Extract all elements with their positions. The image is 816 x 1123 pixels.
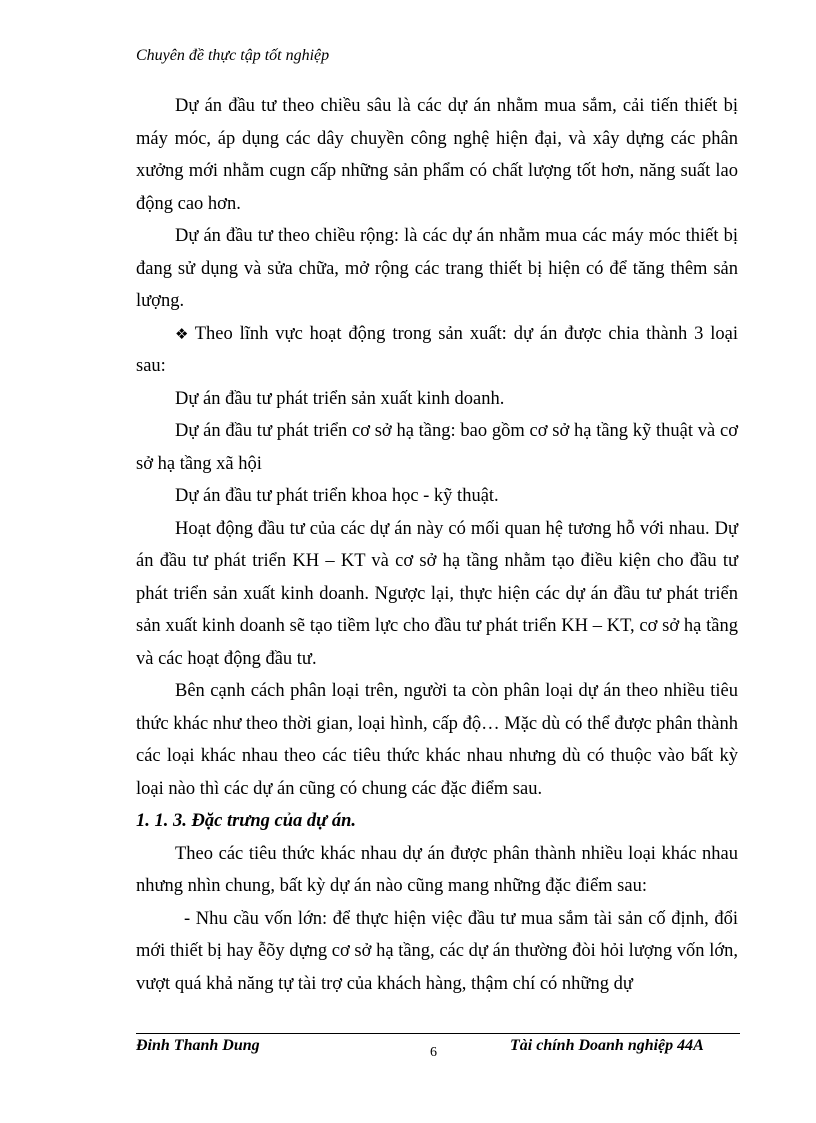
footer-divider [136, 1033, 740, 1034]
paragraph-science-projects: Dự án đầu tư phát triển khoa học - kỹ thuật. [175, 486, 499, 506]
paragraph-field-classification-text: Theo lĩnh vực hoạt động trong sản xuất: dự án được chia thành 3 loại sau: [136, 323, 738, 376]
page-number: 6 [430, 1045, 437, 1060]
diamond-bullet-icon: ❖ [175, 324, 191, 343]
section-heading: 1. 1. 3. Đặc trưng của dự án. [136, 811, 357, 831]
paragraph-other-criteria: Bên cạnh cách phân loại trên, người ta còn phân loại dự án theo nhiều tiêu thức khác như theo thời gian, loại hình, cấp độ… Mặc dù có thể được phân thành các loại khác nhau theo các tiêu thức khác nhau nhưng dù có thuộc vào bất kỳ loại nào thì các dự án cũng có chung các đặc điểm sau. [136, 681, 738, 799]
paragraph-breadth-investment: Dự án đầu tư theo chiều rộng: là các dự án nhằm mua các máy móc thiết bị đang sử dụng và sửa chữa, mở rộng các trang thiết bị hiện có để tăng thêm sản lượng. [136, 226, 738, 311]
paragraph-field-classification [136, 318, 738, 383]
paragraph-infrastructure-projects: Dự án đầu tư phát triển cơ sở hạ tầng: bao gồm cơ sở hạ tầng kỹ thuật và cơ sở hạ tầng xã hội [136, 421, 738, 474]
footer-class: Tài chính Doanh nghiệp 44A [510, 1037, 704, 1054]
footer-author: Đinh Thanh Dung [136, 1037, 260, 1054]
paragraph-characteristics-intro: Theo các tiêu thức khác nhau dự án được phân thành nhiều loại khác nhau nhưng nhìn chung, bất kỳ dự án nào cũng mang những đặc điểm sau: [136, 843, 738, 896]
paragraph-interrelation: Hoạt động đầu tư của các dự án này có mối quan hệ tương hỗ với nhau. Dự án đầu tư phát triển KH – KT và cơ sở hạ tầng nhằm tạo điều kiện cho đầu tư phát triển sản xuất kinh doanh. Ngược lại, thực hiện các dự án đầu tư phát triển sản xuất kinh doanh sẽ tạo tiềm lực cho đầu tư phát triển KH – KT, cơ sở hạ tầng và các hoạt động đầu tư. [136, 518, 738, 669]
paragraph-depth-investment: Dự án đầu tư theo chiều sâu là các dự án nhằm mua sắm, cải tiến thiết bị máy móc, áp dụng các dây chuyền công nghệ hiện đại, và xây dựng các phân xưởng mới nhằm cugn cấp những sản phẩm có chất lượng tốt hơn, năng suất lao động cao hơn. [136, 96, 738, 214]
body-text [136, 90, 738, 1000]
header-title: Chuyên đề thực tập tốt nghiệp [136, 47, 330, 64]
paragraph-business-projects: Dự án đầu tư phát triển sản xuất kinh doanh. [175, 388, 505, 409]
paragraph-capital-needs: - Nhu cầu vốn lớn: để thực hiện việc đầu tư mua sắm tài sản cố định, đổi mới thiết bị hay ễõy dựng cơ sở hạ tầng, các dự án thường đòi hỏi lượng vốn lớn, vượt quá khả năng tự tài trợ của khách hàng, thậm chí có những dự [136, 908, 738, 994]
